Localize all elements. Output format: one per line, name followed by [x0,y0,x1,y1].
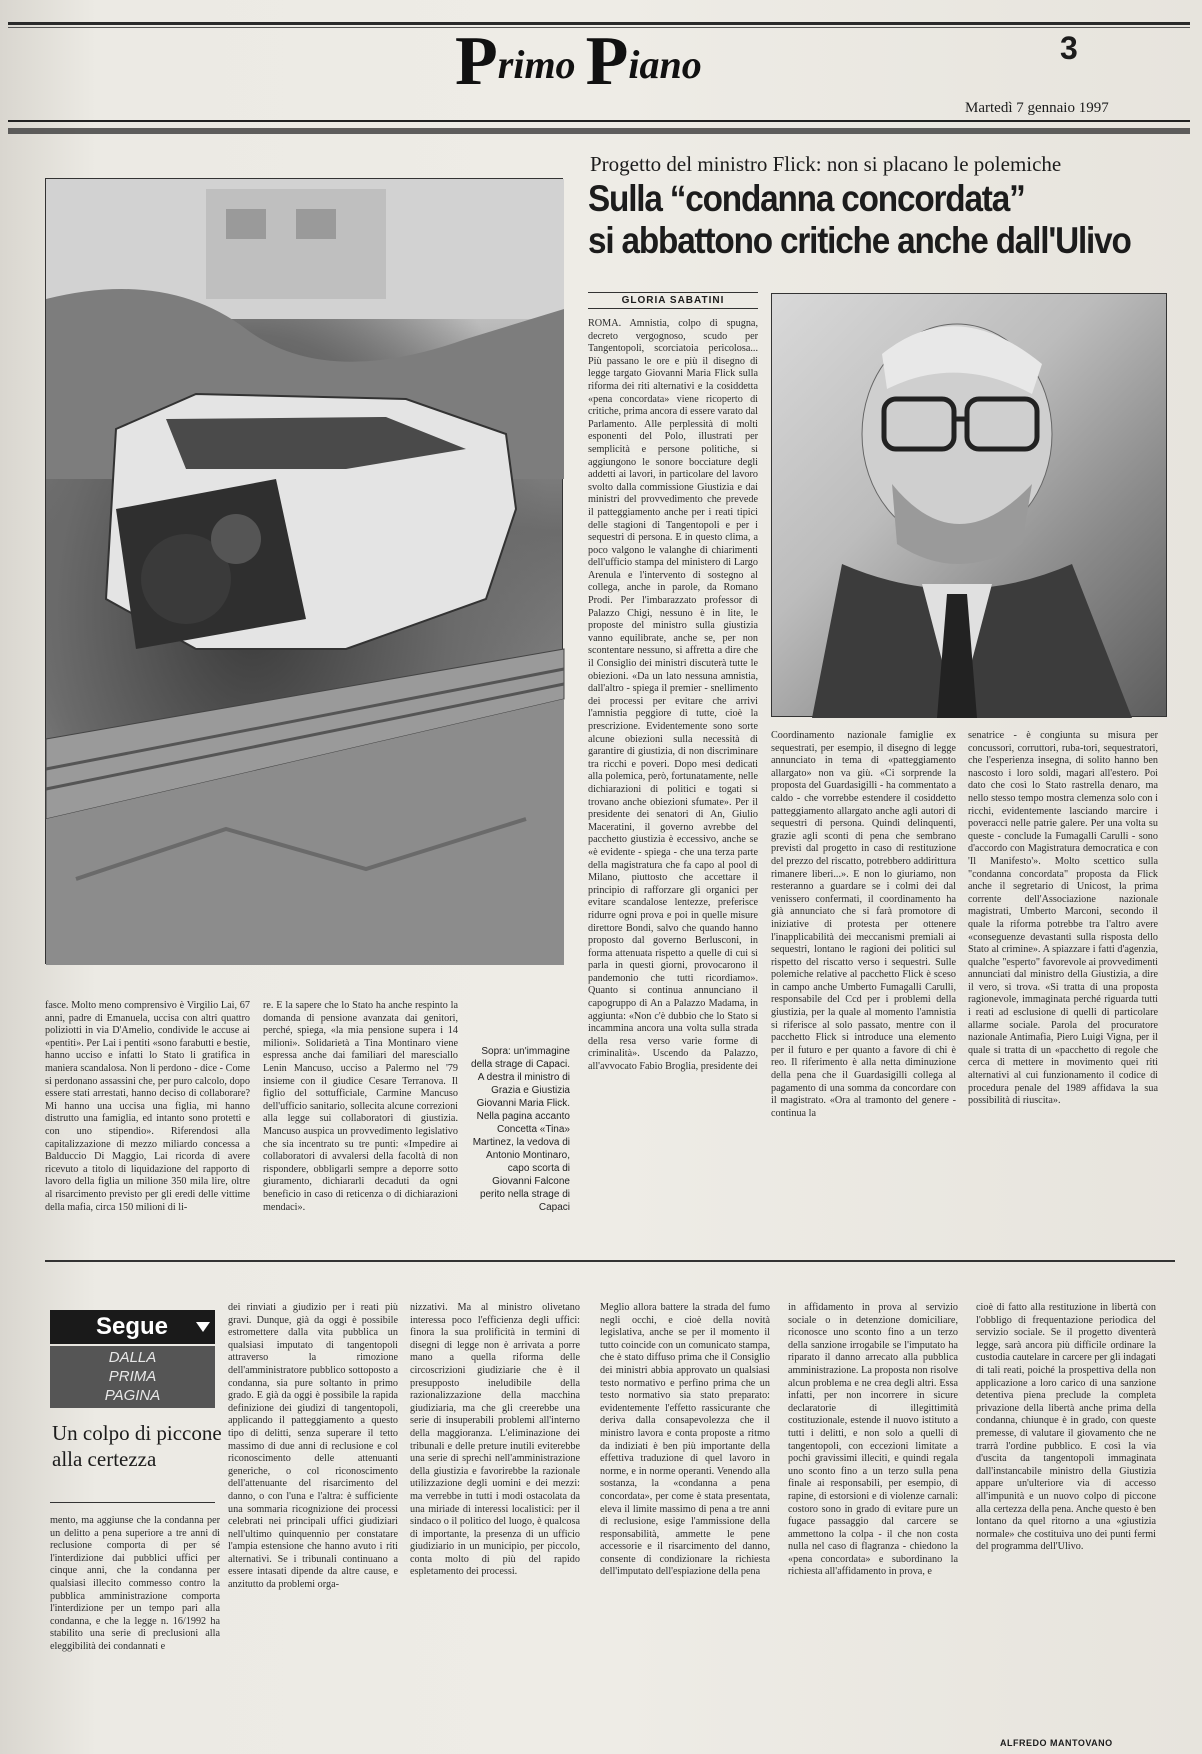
section-title: Primo Piano [455,23,702,100]
editorial-subhead: Un colpo di piccone alla certezza [52,1421,222,1471]
header-rule-thick [8,128,1190,134]
headline-line-2: si abbattono critiche anche dall'Ulivo [588,220,1131,261]
article-column-2: Coordinamento nazionale famiglie ex sequestrati, per esempio, il disegno di legge annunciato in tema di «patteggiamento allargato» non va giù. «Ci sorprende la proposta del Guardasigilli - ha commentato a caldo - che vorrebbe estendere il cosiddetto patteggiamento allargato anche agli autori di sequestri di persona. Quindi delinquenti, grazie agli sconti di pena che sembrano previsti dal progetto in caso di restituzione del prezzo del riscatto, potrebbero addirittura rimanere liberi...». E non lo giuriamo, non resteranno a guardare se i colmi dei dal venissero confermati, il coordinamento ha già annunciato che si farà promotore di iniziative di protesta per ottenere l'inapplicabilità dei meccanismi premiali ai sequestri, lontano le ragioni dei politici sul rispetto del riscatto verso i sequestri. Sulle polemiche relative al pacchetto Flick è sceso in campo anche Umberto Fumagalli Carulli, responsabile del Ccd per i problemi della giustizia, per la quale al momento l'amnistia si riferisce al solo passato, mentre con il pacchetto Flick si introduce una elemento per il futuro e per quanto a favore di chi è reo. Il riferimento è alla netta diminuzione della pena che il Guardasigilli collega al pagamento di una somma da concordare con il magistrato. «Ora al tramonto del genere - continua la [771,730,956,1119]
article-kicker: Progetto del ministro Flick: non si placano le polemiche [590,152,1062,176]
page-number: 3 [1060,30,1078,66]
flick-portrait-photo [771,293,1167,717]
editorial-column-0: mento, ma aggiunse che la condanna per un delitto a pena superiore a tre anni di reclusione comporta di per sé l'interdizione dai pubblici uffici per cinque anni, che la condanna per qualsiasi illecito commesso contro la pubblica amministrazione comporta l'interdizione per un tempo pari alla condanna, e che la legge n. 16/1992 ha stabilito una serie di preclusioni alla eleggibilità dei condannati e [50,1515,220,1652]
issue-date: Martedì 7 gennaio 1997 [965,100,1109,116]
header-rule [8,120,1190,122]
subhead-rule [50,1502,215,1503]
author-signature: ALFREDO MANTOVANO [1000,1738,1113,1748]
editorial-column-2: nizzativi. Ma al ministro olivetano interessa poco l'efficienza degli uffici: finora la sua prolificità in termini di disegni di legge non è arrivata a porre mano a quella riforma delle circoscrizioni giudiziarie che è il presupposto ineludibile della razionalizzazione della macchina giudiziaria, ma che gli creerebbe una serie di insuperabili problemi all'interno della maggioranza. L'eliminazione dei tribunali e delle preture inutili eviterebbe una serie di sprechi nell'amministrazione della giustizia e favorirebbe la razionale utilizzazione degli uomini e dei mezzi: ma verrebbe in tutti i modi ostacolata da una miriade di interessi localistici: per il sindaco o il politico del luogo, è qualcosa di importante, la presenza di un ufficio giudiziario in un municipio, per piccolo, conta molto di più del rapido espletamento dei processi. [410,1302,580,1578]
dalla-line-2: PRIMA [108,1368,157,1385]
editorial-column-4: in affidamento in prova al servizio sociale o in detenzione domiciliare, riconosce uno sconto fino a un terzo della sanzione irrogabile se l'imputato ha riparato il danno arrecato alla pubblica amministrazione. La proposta non risolve alcun problema e ne crea degli altri. Essa infatti, per non incorrere in sicure declaratorie di illegittimità costituzionale, estende il nuovo istituto a tutti i delitti, e non solo a quelli di tangentopoli, con eccezioni limitate a pochi gravissimi illeciti, e quindi regala uno sconto fino a un terzo sulla pena finale ai responsabili, per esempio, di rapine, di estorsioni e di violenze carnali: costoro sono in grado di evitare pure un fugace passaggio dal carcere se ammettono la colpa - il che non costa nulla nel caso di flagranza - chiedono la «pena concordata» e subordinano la richiesta all'affidamento in prova, e [788,1302,958,1578]
editorial-column-3: Meglio allora battere la strada del fumo negli occhi, e cioè della novità legislativa, anche se per il momento il tutto coincide con un comunicato stampa, che è stato diffuso prima che il Consiglio dei ministri abbia approvato un qualsiasi testo normativo e perfino prima che un testo normativo sia stato preparato: evidentemente l'effetto rassicurante che deriva dalla consapevolezza che il ministro lavora e conta proposte a ritmo da indiziati è ben più importante della effettiva traduzione di quel lavoro in norme, e in norme operanti. Venendo alla sostanza, la «condanna a pena concordata», per come è stata presentata, eleva il limite massimo di pena a tre anni di reclusione, esige l'ammissione della responsabilità, ammette le pene accessorie e il risarcimento del danno, consente di condizionare la richiesta dell'imputato dell'espiazione della pena [600,1302,770,1578]
lower-column-2: re. E la sapere che lo Stato ha anche respinto la domanda di pensione avanzata dai genitori, perché, spiega, «la mia pensione supera i 14 milioni». Solidarietà a Tina Montinaro viene espressa anche dai familiari del maresciallo Lenin Mancuso, ucciso a Palermo nel '79 insieme con il giudice Cesare Terranova. Il figlio del sottufficiale, Carmine Mancuso dell'ufficio sanitario, sollecita alcune correzioni alla legge sui collaboratori di giustizia. Mancuso auspica un provvedimento legislativo che sia incentrato su tre punti: «Impedire ai collaboratori di avvalersi della facoltà di non rispondere, obbligarli sempre a deporre sotto giuramento, dichiararli decaduti da ogni beneficio in caso di reticenza o di dichiarazioni mendaci». [263,1000,458,1213]
dalla-prima-pagina-box [50,1346,215,1408]
article-headline [588,178,1131,262]
article-column-3: senatrice - è congiunta su misura per concussori, corruttori, ruba-tori, sequestratori, che l'esperienza insegna, di solito hanno ben nascosto i loro soldi, magari all'estero. Poi dato che così lo Stato rastrella denaro, ma nello stesso tempo mostra clemenza solo con i ricchi, evidentemente lasciando marcire i poveracci nelle patrie galere. Per una volta su queste - conclude la Fumagalli Carulli - sono d'accordo con Magistratura democratica e con 'Il Manifesto'». Molto scettico sulla "condanna concordata" proposta da Flick anche il segretario di Unicost, la prima corrente dell'Associazione nazionale magistrati, Umberto Marconi, secondo il quale la riforma potrebbe tra l'altro avere «conseguenze devastanti sulla risposta dello Stato al crimine». A spiazzare i fatti d'agenzia, qualche "esperto" favorevole ai provvedimenti annunciati dal ministro della Giustizia, a dire il vero, si trova. «Si tratta di una proposta ragionevole, immaginata perché riguarda tutti i reati ad esclusione di quelli di particolare allarme sociale. Parola del procuratore nazionale Antimafia, Piero Luigi Vigna, per il quale si tratta di un «pacchetto di regole che cerca di mettere in movimento quei riti alternativi al cui funzionamento il codice di procedura penale del 1989 affidava la sua possibilità di riuscita». [968,730,1158,1107]
lower-column-1: fasce. Molto meno comprensivo è Virgilio Lai, 67 anni, padre di Emanuela, uccisa con altri quattro poliziotti in via D'Amelio, condivide le accuse ai «pentiti». Per Lai i pentiti «sono farabutti e bestie, hanno ucciso e infatti lo Stato li gratifica in maniera scandalosa. Non li perdono - dice - Come si perdonano assassini che, per puro calcolo, dopo essere stati arrestati, hanno deciso di collaborare? Mi hanno una uccisa una figlia, mi hanno distrutto una famiglia, ed intanto sono protetti e con uno stipendio». Riferendosi alla capitalizzazione di mezzo miliardo concessa a Balduccio Di Maggio, Lai ricorda di avere ricevuto a titolo di liquidazione del rapporto di lavoro della figlia un milione 350 mila lire, oltre al risarcimento previsto per gli eredi delle vittime della mafia, circa 150 milioni di li- [45,1000,250,1213]
wreck-illustration [46,179,564,965]
photo-caption: Sopra: un'immagine della strage di Capaci. A destra il ministro di Grazia e Giustizia Giovanni Maria Flick. Nella pagina accanto Concetta «Tina» Martinez, la vedova di Antonio Montinaro, capo scorta di Giovanni Falcone perito nella strage di Capaci [471,1046,570,1213]
segue-label: Segue [50,1310,215,1344]
editorial-column-1: dei rinviati a giudizio per i reati più gravi. Dunque, già da oggi è possibile estromettere dalla vita pubblica un qualsiasi imputato di tangentopoli attraverso la rimozione dell'amministratore pubblico sottoposto a condanna, sia pure soltanto in primo grado. E già da oggi è possibile la rapida definizione dei giudizi di tangentopoli, applicando il patteggiamento a questo tipo di delitti, senza superare il tetto massimo di due anni di reclusione e col riconoscimento delle attenuanti generiche, o col riconoscimento dell'attenuante del risarcimento del danno, o con l'una e l'altra: è sufficiente una sommaria ricognizione dei processi celebrati nei principali uffici giudiziari nell'ultimo quinquennio per constatare l'ampia estensione che hanno avuto i riti alternativi. Se i tribunali continuano a essere intasati dipende da altre cause, e anzitutto da problemi orga- [228,1302,398,1591]
byline: GLORIA SABATINI [588,292,758,309]
article-column-1: ROMA. Amnistia, colpo di spugna, decreto vergognoso, scudo per Tangentopoli, scorciatoia pericolosa... Più passano le ore e più il disegno di legge targato Giovanni Maria Flick sulla riforma dei riti alternativi e la cosiddetta «pena concordata» viene ricoperto di critiche, prima ancora di essere varato dal Parlamento. Alle perplessità di molti esponenti del Polo, illustrati per semplicità e persone politiche, si aggiungono le sonore bocciature degli addetti ai lavori, in particolare del lavoro svolto dalla commissione Giustizia e dai ministri del provvedimento che prevede il patteggiamento anche per i reati tipici delle stagioni di Tangentopoli e per i sequestri di persona. E in questo clima, a poco valgono le valanghe di chiarimenti dell'ufficio stampa del ministero di Largo Arenula e l'intervento di sostegno al collega, anche in parole, da Romano Prodi. Per l'imbarazzato professor di Palazzo Chigi, nessuno è in lite, le proposte del ministro sulla giustizia vanno equilibrate, anche se, per non scontentare nessuno, si affretta a dire che il Consiglio dei ministri discuterà tutte le obiezioni. «Da un lato nessuna amnistia, dall'altro - spiega il premier - snellimento dei processi per evitare che arrivi l'amnistia peggiore di tutte, cioè la prescrizione. Evidentemente sono sorte alcune obiezioni sulla necessità di garantire di giustizia, di non discriminare tra ricchi e poveri. Dopo mesi dedicati alla polemica, però, fortunatamente, nelle dichiarazioni di politici e togati si trovano anche obiezioni sfumate». Per il presidente dei senatori di An, Giulio Maceratini, il governo avrebbe del pacchetto giustizia è eccessivo, anche se «è evidente - spiega - che una terza parte della magistratura che fa capo al pool di Milano, piuttosto che accettare il principio di rafforzare gli organici per evitare scandalose lentezze, preferisce ridurre ogni prova e poi in quelle misure direttore Bondi, salvo che quando hanno proposto dal governo Berlusconi, in forma attenuata rispetto a quelle di cui si parla in questi giorni, provocarono il pandemonio che tutti ricordiamo». Quanto si continua annunciano il capogruppo di An a Palazzo Madama, in aggiunta: «Non c'è dubbio che lo Stato si incammina ancora una volta sulla strada della resa verso varie forme di criminalità». Uscendo da Palazzo, all'avvocato Fabio Broglia, presidente dei [588,318,758,1073]
capaci-wreck-photo [45,178,563,964]
portrait-illustration [772,294,1168,718]
segue-arrow-icon [196,1322,210,1332]
section-separator [45,1260,1175,1262]
editorial-column-5: cioè di fatto alla restituzione in libertà con l'obbligo di frequentazione periodica del servizio sociale. Se il progetto diventerà legge, sarà ancora più difficile ordinare la custodia cautelare in carcere per gli indagati di tali reati, poiché la prospettiva della non applicazione a loro carico di una sanzione detentiva piena preclude la completa privazione della libertà anche prima della condanna, chiunque è in grado, con queste premesse, di valutare il giovamento che ne trarrà l'ordine pubblico. E così la via d'uscita da tangentopoli immaginata dall'instancabile ministro della Giustizia appare un'ulteriore via di accesso all'impunità e un nuovo colpo di piccone alla certezza della pena. Anche questo è ben lontano da quel ritorno a una «giustizia normale» che costituiva uno dei punti fermi del programma dell'Ulivo. [976,1302,1156,1553]
headline-line-1: Sulla “condanna concordata” [588,178,1025,219]
dalla-line-3: PAGINA [104,1387,161,1404]
dalla-line-1: DALLA [108,1349,157,1366]
